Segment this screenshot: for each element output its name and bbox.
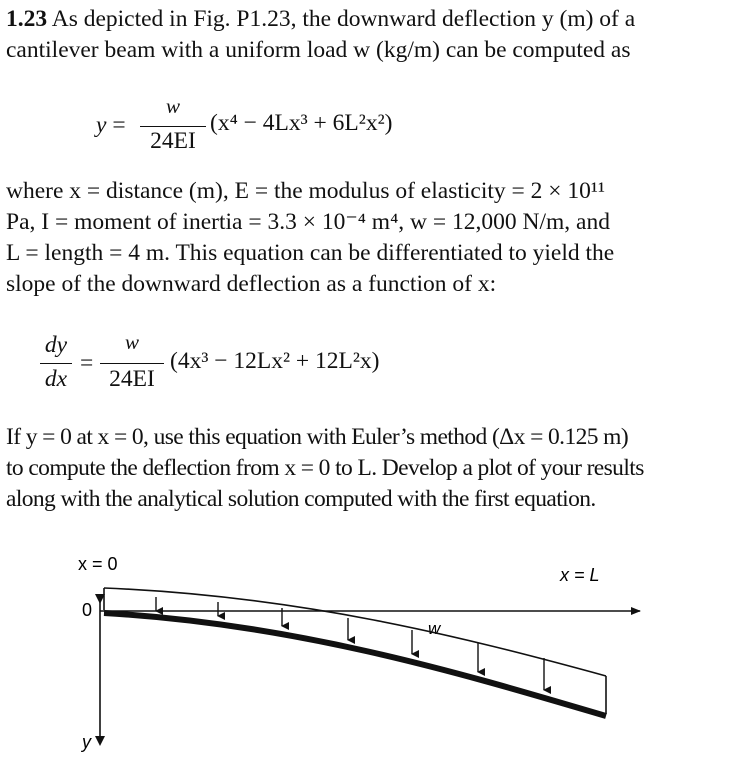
- problem-intro: [6, 4, 746, 66]
- instructions-line-2: to compute the deflection from x = 0 to L. Develop a plot of your results: [6, 455, 644, 481]
- definitions-line-4: slope of the downward deflection as a function of x:: [6, 271, 497, 297]
- instructions-line-3: along with the analytical solution computed with the first equation.: [6, 486, 596, 512]
- eq1-lhs: y =: [96, 112, 126, 138]
- deflected-beam: [104, 613, 606, 716]
- label-xL: x = L: [560, 565, 600, 585]
- definitions-line-1: where x = distance (m), E = the modulus of elasticity = 2 × 10¹¹: [6, 178, 605, 204]
- label-x0: x = 0: [78, 554, 118, 574]
- eq2-fraction: [100, 332, 164, 396]
- eq1-fraction: [140, 96, 206, 158]
- intro-line-1: As depicted in Fig. P1.23, the downward deflection y (m) of a: [51, 6, 636, 32]
- definitions-line-3: L = length = 4 m. This equation can be differentiated to yield the: [6, 240, 615, 266]
- label-y: y: [82, 732, 91, 752]
- label-load: w: [428, 619, 441, 638]
- eq2-dx: dx: [44, 366, 68, 392]
- load-envelope: [104, 588, 606, 676]
- definitions-line-2: Pa, I = moment of inertia = 3.3 × 10⁻⁴ m⁴, w = 12,000 N/m, and: [6, 209, 610, 235]
- y-axis-arrowhead: [95, 736, 105, 746]
- eq2-denominator: 24EI: [109, 366, 155, 392]
- definitions-paragraph: [6, 176, 746, 300]
- instructions-line-1: If y = 0 at x = 0, use this equation with Euler’s method (Δx = 0.125 m): [6, 424, 629, 450]
- problem-number: 1.23: [6, 6, 48, 32]
- eq2-rhs: (4x³ − 12Lx² + 12L²x): [170, 348, 380, 374]
- intro-line-2: cantilever beam with a uniform load w (kg/m) can be computed as: [6, 37, 631, 63]
- label-origin: 0: [82, 600, 93, 620]
- eq2-equals: =: [80, 350, 94, 376]
- deflection-equation: [90, 96, 510, 160]
- eq2-numerator: w: [124, 330, 139, 354]
- instructions-paragraph: [6, 422, 746, 515]
- eq1-numerator: w: [165, 94, 180, 118]
- slope-equation: [40, 330, 460, 400]
- eq2-dy: dy: [44, 332, 68, 358]
- beam-figure: [0, 540, 750, 766]
- eq1-rhs: (x⁴ − 4Lx³ + 6L²x²): [210, 110, 393, 136]
- eq1-denominator: 24EI: [150, 128, 196, 154]
- eq2-derivative: [40, 330, 72, 396]
